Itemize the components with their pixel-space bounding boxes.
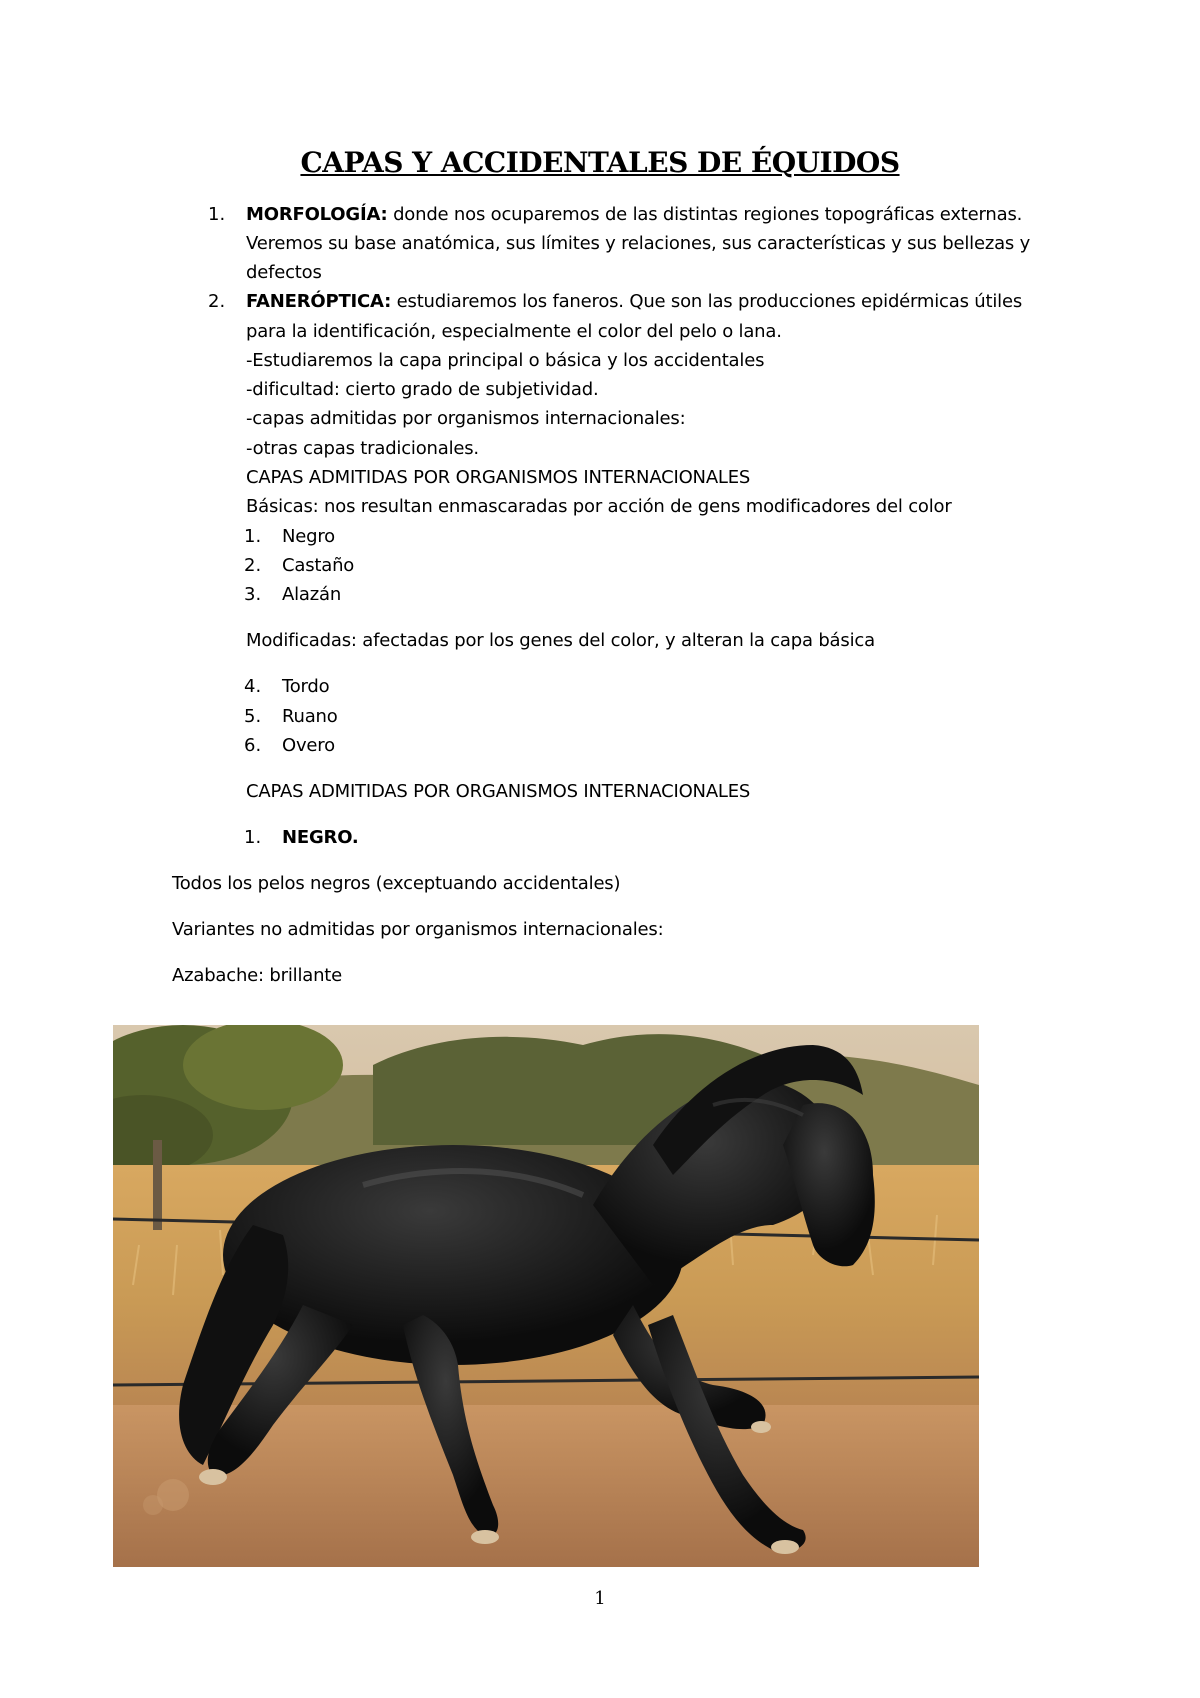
list-item-faneroptica — [246, 291, 1022, 313]
variantes-line: Variantes no admitidas por organismos internacionales: — [172, 919, 664, 940]
basica-number-3: 3. — [244, 584, 262, 605]
azabache-line: Azabache: brillante — [172, 965, 343, 986]
morfologia-text: donde nos ocuparemos de las distintas regiones topográficas externas. — [387, 204, 1023, 225]
modificada-item-tordo: Tordo — [282, 676, 330, 697]
modificada-item-ruano: Ruano — [282, 706, 338, 727]
capas-admitidas-heading-1: CAPAS ADMITIDAS POR ORGANISMOS INTERNACIONALES — [246, 467, 751, 488]
list-number-2: 2. — [208, 291, 226, 312]
modificada-number-6: 6. — [244, 735, 262, 756]
negro-number: 1. — [244, 827, 262, 848]
list-number-1: 1. — [208, 204, 226, 225]
modificada-number-4: 4. — [244, 676, 262, 697]
morfologia-line-2: Veremos su base anatómica, sus límites y relaciones, sus características y sus bellezas y — [246, 233, 1031, 254]
modificada-item-overo: Overo — [282, 735, 335, 756]
document-title: CAPAS Y ACCIDENTALES DE ÉQUIDOS — [300, 146, 900, 179]
faneroptica-line-5: -capas admitidas por organismos internacionales: — [246, 408, 686, 429]
modificada-number-5: 5. — [244, 706, 262, 727]
page-number: 1 — [594, 1588, 606, 1609]
black-horse-photo — [113, 1025, 979, 1567]
faneroptica-heading: FANERÓPTICA: — [246, 291, 392, 312]
modificadas-line: Modificadas: afectadas por los genes del color, y alteran la capa básica — [246, 630, 875, 651]
faneroptica-line-6: -otras capas tradicionales. — [246, 438, 479, 459]
faneroptica-line-4: -dificultad: cierto grado de subjetividad. — [246, 379, 599, 400]
faneroptica-line-3: -Estudiaremos la capa principal o básica y los accidentales — [246, 350, 765, 371]
morfologia-heading: MORFOLOGÍA: — [246, 204, 388, 225]
negro-heading: NEGRO. — [282, 827, 359, 848]
basica-item-castano: Castaño — [282, 555, 355, 576]
basica-item-alazan: Alazán — [282, 584, 342, 605]
basica-number-2: 2. — [244, 555, 262, 576]
faneroptica-line-2: para la identificación, especialmente el color del pelo o lana. — [246, 321, 782, 342]
capas-admitidas-heading-2: CAPAS ADMITIDAS POR ORGANISMOS INTERNACIONALES — [246, 781, 751, 802]
basica-number-1: 1. — [244, 526, 262, 547]
morfologia-line-3: defectos — [246, 262, 322, 283]
basica-item-negro: Negro — [282, 526, 335, 547]
faneroptica-text: estudiaremos los faneros. Que son las producciones epidérmicas útiles — [391, 291, 1023, 312]
list-item-morfologia — [246, 204, 1022, 226]
todos-line: Todos los pelos negros (exceptuando accidentales) — [172, 873, 621, 894]
basicas-line: Básicas: nos resultan enmascaradas por acción de gens modificadores del color — [246, 496, 952, 517]
